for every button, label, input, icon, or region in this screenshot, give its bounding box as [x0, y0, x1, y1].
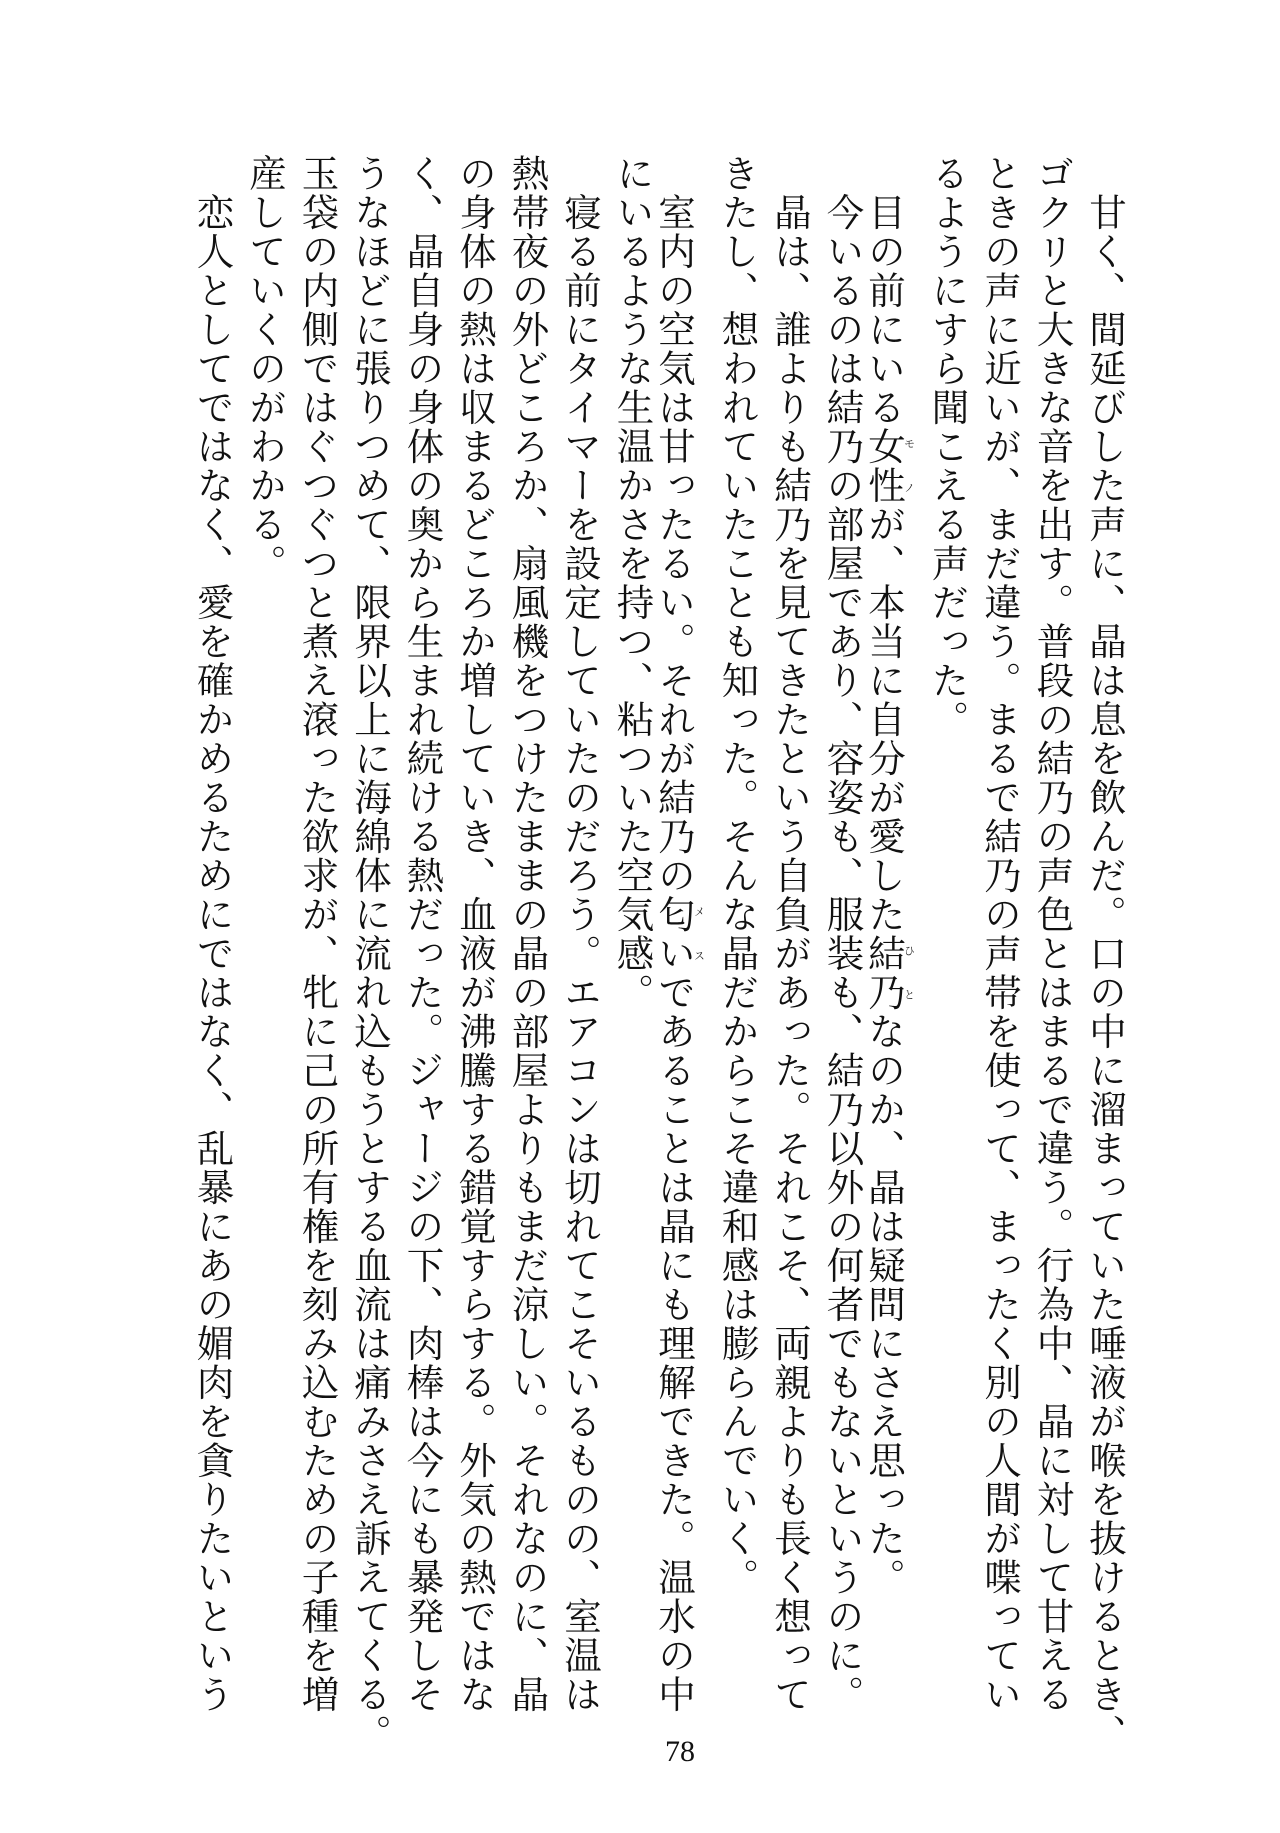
text-run: 熱帯夜の外どころか、扇風機をつけたままの晶の部屋よりもまだ涼しい。それなのに、晶	[505, 154, 550, 1714]
text-column	[245, 154, 285, 1794]
ruby-base: 女性	[862, 427, 906, 505]
text-run: ゴクリと大きな音を出す。普段の結乃の声色とはまるで違う。行為中、晶に対して甘える	[1030, 154, 1075, 1714]
text-run: 産していくのがわかる。	[243, 154, 287, 583]
text-run: 寝る前にタイマーを設定していたのだろう。エアコンは切れてこそいるものの、室温は	[558, 193, 602, 1714]
text-column	[925, 154, 970, 1794]
text-column	[1030, 154, 1075, 1794]
ruby-text	[652, 895, 706, 973]
text-run: なのか、晶は疑問にさえ思った。	[862, 1012, 906, 1597]
ruby-text	[862, 934, 916, 1012]
text-column	[350, 154, 390, 1794]
text-column	[610, 154, 655, 1794]
text-run: 晶は、誰よりも結乃を見てきたという自負があった。それこそ、両親よりも長く想って	[768, 193, 812, 1714]
ruby-base: 匂い	[652, 895, 696, 973]
text-column	[862, 154, 916, 1833]
text-column	[980, 154, 1020, 1794]
ruby-text	[862, 427, 916, 505]
text-run: が、本当に自分が愛した	[862, 505, 906, 934]
text-run: の身体の熱は収まるどころか増していき、血液が沸騰する錯覚すらする。外気の熱ではな	[453, 154, 497, 1714]
text-run: であることは晶にも理解できた。温水の中	[652, 973, 696, 1714]
text-run: 室内の空気は甘ったるい。それが結乃の	[652, 193, 696, 895]
ruby-annotation: メス	[692, 895, 706, 973]
text-column	[455, 154, 495, 1794]
text-run: うなほどに張りつめて、限界以上に海綿体に流れ込もうとする血流は痛みさえ訴えてくる。	[348, 154, 392, 1753]
text-run: 目の前にいる	[862, 193, 906, 427]
page-number: 78	[665, 1735, 695, 1768]
text-run: にいるような生温かさを持つ、粘ついた空気感。	[610, 154, 655, 1012]
text-run: く、晶自身の身体の奥から生まれ続ける熱だった。ジャージの下、肉棒は今にも暴発しそ	[400, 154, 445, 1714]
text-column	[400, 154, 445, 1794]
text-run: 恋人としてではなく、愛を確かめるためにではなく、乱暴にあの媚肉を貪りたいという	[190, 193, 235, 1714]
text-column	[190, 154, 235, 1833]
text-column	[295, 154, 340, 1794]
ruby-annotation: モノ	[902, 427, 916, 505]
text-column	[820, 154, 865, 1833]
text-run: きたし、想われていたことも知った。そんな晶だからこそ違和感は膨らんでいく。	[715, 154, 760, 1597]
ruby-base: 結乃	[862, 934, 906, 1012]
text-column	[770, 154, 810, 1833]
text-run: ときの声に近いが、まだ違う。まるで結乃の声帯を使って、まったく別の人間が喋ってい	[978, 154, 1022, 1714]
text-run: るようにすら聞こえる声だった。	[925, 154, 970, 739]
text-column	[560, 154, 600, 1833]
text-run: 玉袋の内側ではぐつぐつと煮え滾った欲求が、牝に己の所有権を刻み込むための子種を増	[295, 154, 340, 1714]
text-column	[1085, 154, 1125, 1833]
text-run: 甘く、間延びした声に、晶は息を飲んだ。口の中に溜まっていた唾液が喉を抜けるとき、	[1083, 193, 1127, 1753]
text-run: 今いるのは結乃の部屋であり、容姿も、服装も、結乃以外の何者でもないというのに。	[820, 193, 865, 1714]
ruby-annotation: ひと	[902, 934, 916, 1012]
text-column	[715, 154, 760, 1794]
text-column	[505, 154, 550, 1794]
text-column	[652, 154, 706, 1833]
